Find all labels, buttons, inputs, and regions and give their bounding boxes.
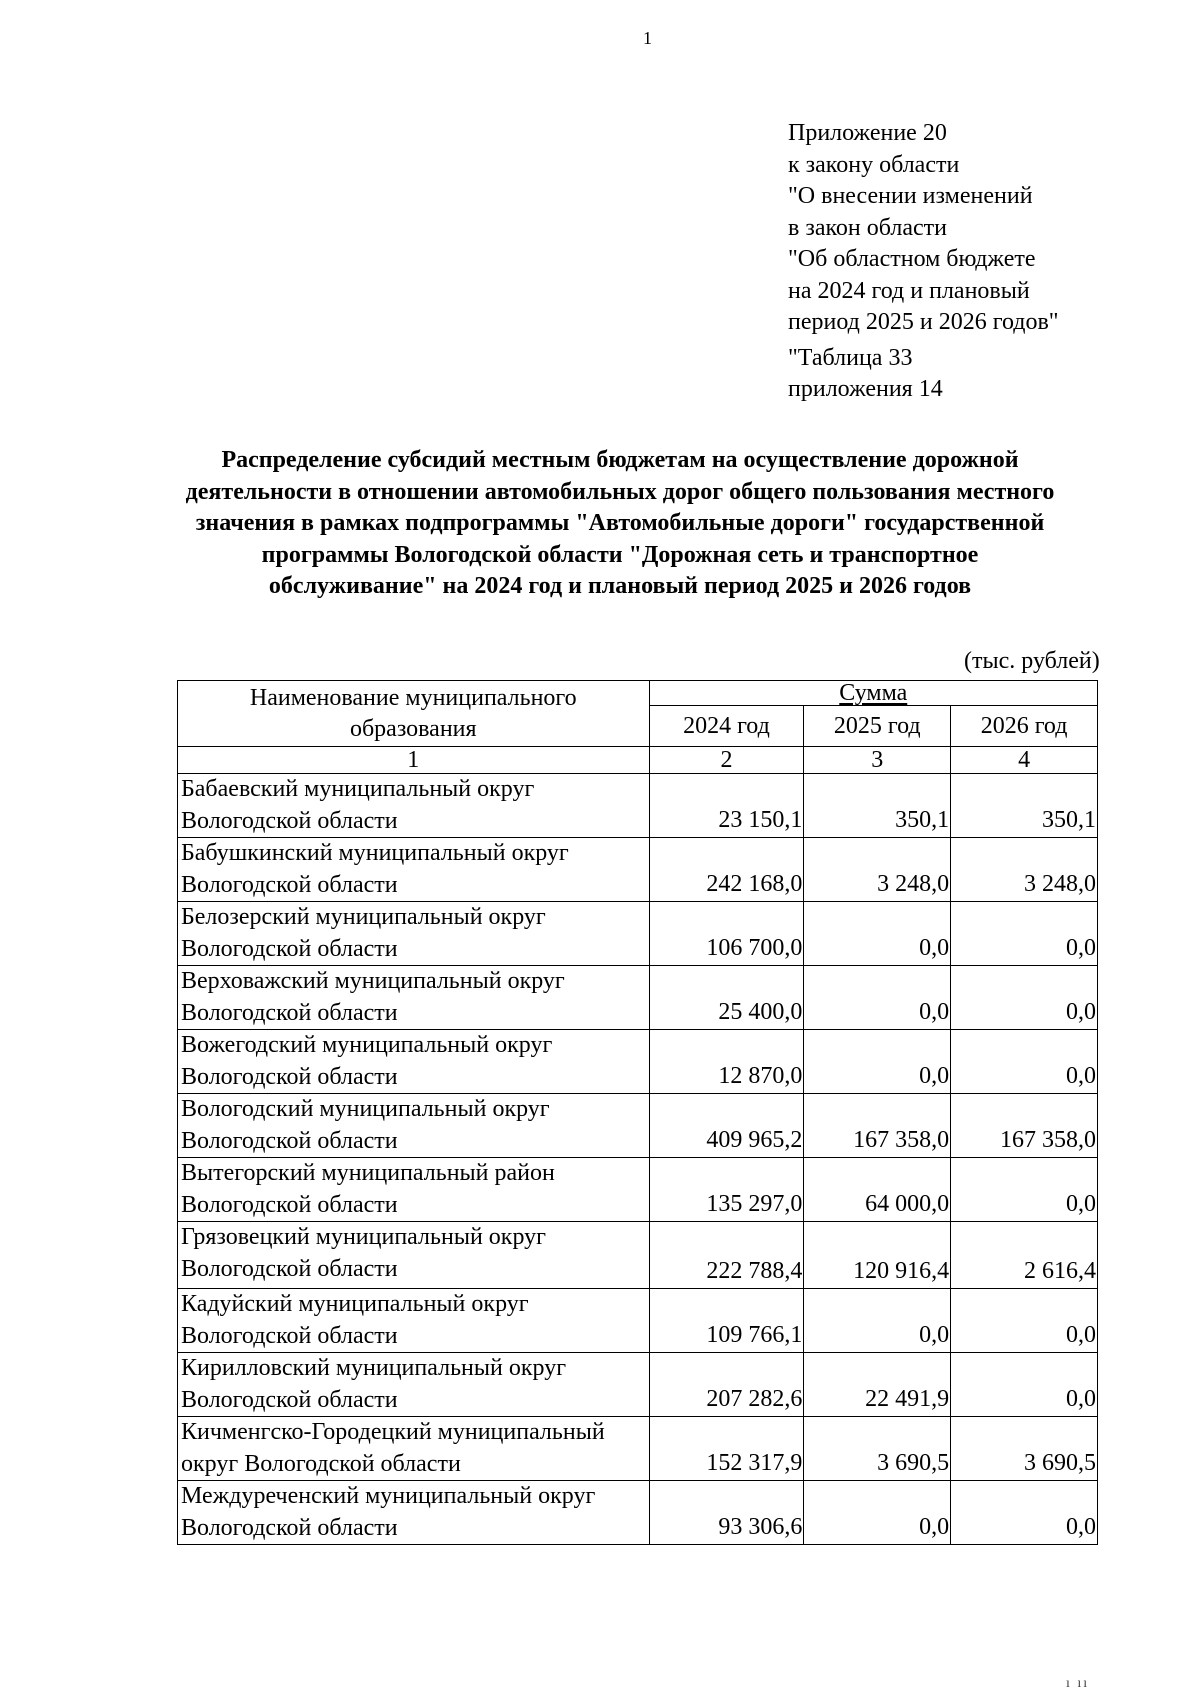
appendix-line: Приложение 20	[788, 120, 947, 146]
value-2025: 64 000,0	[804, 1158, 951, 1222]
municipality-name: Верховажский муниципальный округ Вологодской области	[178, 966, 650, 1030]
municipality-name: Кирилловский муниципальный округ Вологодской области	[178, 1353, 650, 1417]
value-2025: 3 248,0	[804, 838, 951, 902]
appendix-line: в закон области	[788, 214, 947, 241]
header-name-line: образования	[349, 715, 477, 742]
table-row	[178, 1353, 1098, 1417]
appendix-line: период 2025 и 2026 годов"	[788, 309, 1059, 335]
value-2025: 0,0	[804, 1289, 951, 1353]
municipality-name: Белозерский муниципальный округ Вологодской области	[178, 902, 650, 966]
table-row	[178, 1094, 1098, 1158]
title-line: программы Вологодской области "Дорожная сеть и транспортное	[261, 541, 979, 568]
title-line: Распределение субсидий местным бюджетам на осуществление дорожной	[221, 447, 1019, 473]
value-2026: 0,0	[951, 1289, 1098, 1353]
header-name-cell	[178, 681, 650, 747]
value-2025: 22 491,9	[804, 1353, 951, 1417]
municipality-name: Грязовецкий муниципальный округ Вологодской области	[178, 1222, 650, 1289]
column-number: 2	[649, 747, 804, 774]
table-ref-line: приложения 14	[788, 376, 943, 402]
value-2026: 0,0	[951, 1158, 1098, 1222]
value-2025: 120 916,4	[804, 1222, 951, 1289]
value-2026: 0,0	[951, 1481, 1098, 1545]
title-line: деятельности в отношении автомобильных дорог общего пользования местного	[185, 478, 1055, 505]
value-2024: 12 870,0	[649, 1030, 804, 1094]
value-2025: 350,1	[804, 774, 951, 838]
header-row	[178, 681, 1098, 706]
value-2026: 0,0	[951, 902, 1098, 966]
municipality-name: Кичменгско-Городецкий муниципальный округ Вологодской области	[178, 1417, 650, 1481]
value-2024: 207 282,6	[649, 1353, 804, 1417]
value-2024: 409 965,2	[649, 1094, 804, 1158]
value-2025: 0,0	[804, 902, 951, 966]
municipality-name: Вологодский муниципальный округ Вологодской области	[178, 1094, 650, 1158]
document-title	[150, 445, 1090, 603]
header-year-2024: 2024 год	[649, 706, 804, 747]
header-sum-cell: Сумма	[649, 681, 1097, 706]
value-2024: 152 317,9	[649, 1417, 804, 1481]
column-number: 3	[804, 747, 951, 774]
value-2024: 25 400,0	[649, 966, 804, 1030]
value-2026: 3 248,0	[951, 838, 1098, 902]
table-row	[178, 1158, 1098, 1222]
value-2025: 0,0	[804, 1481, 951, 1545]
value-2026: 350,1	[951, 774, 1098, 838]
page-number: 1	[643, 28, 652, 48]
municipality-name: Междуреченский муниципальный округ Вологодской области	[178, 1481, 650, 1545]
table-row	[178, 1289, 1098, 1353]
header-year-2025: 2025 год	[804, 706, 951, 747]
municipality-name: Кадуйский муниципальный округ Вологодской области	[178, 1289, 650, 1353]
table-row	[178, 1030, 1098, 1094]
units-label: (тыс. рублей)	[964, 648, 1100, 674]
table-ref-line: "Таблица 33	[788, 344, 913, 371]
value-2024: 106 700,0	[649, 902, 804, 966]
scan-edge-mark: ı ıı	[1066, 1676, 1090, 1691]
table-row	[178, 1417, 1098, 1481]
value-2026: 0,0	[951, 1353, 1098, 1417]
value-2024: 109 766,1	[649, 1289, 804, 1353]
title-line: значения в рамках подпрограммы "Автомобильные дороги" государственной	[195, 510, 1045, 536]
table-row	[178, 1222, 1098, 1289]
appendix-line: "О внесении изменений	[788, 183, 1033, 209]
municipality-name: Вожегодский муниципальный округ Вологодской области	[178, 1030, 650, 1094]
municipality-name: Бабаевский муниципальный округ Вологодской области	[178, 774, 650, 838]
table-row	[178, 902, 1098, 966]
table-row	[178, 838, 1098, 902]
value-2026: 0,0	[951, 1030, 1098, 1094]
value-2024: 135 297,0	[649, 1158, 804, 1222]
municipality-name: Вытегорский муниципальный район Вологодской области	[178, 1158, 650, 1222]
subsidy-table	[177, 680, 1098, 1545]
value-2025: 0,0	[804, 1030, 951, 1094]
value-2025: 0,0	[804, 966, 951, 1030]
header-name-line: Наименование муниципального	[249, 684, 577, 711]
value-2024: 93 306,6	[649, 1481, 804, 1545]
value-2026: 3 690,5	[951, 1417, 1098, 1481]
value-2026: 2 616,4	[951, 1222, 1098, 1289]
table-row	[178, 774, 1098, 838]
value-2025: 3 690,5	[804, 1417, 951, 1481]
value-2026: 0,0	[951, 966, 1098, 1030]
municipality-name: Бабушкинский муниципальный округ Вологодской области	[178, 838, 650, 902]
table-row	[178, 966, 1098, 1030]
appendix-line: "Об областном бюджете	[788, 246, 1036, 272]
appendix-block	[788, 118, 1059, 406]
column-number: 4	[951, 747, 1098, 774]
value-2026: 167 358,0	[951, 1094, 1098, 1158]
appendix-line: к закону области	[788, 151, 960, 178]
value-2025: 167 358,0	[804, 1094, 951, 1158]
value-2024: 222 788,4	[649, 1222, 804, 1289]
value-2024: 23 150,1	[649, 774, 804, 838]
title-line: обслуживание" на 2024 год и плановый период 2025 и 2026 годов	[268, 573, 972, 599]
column-number: 1	[178, 747, 650, 774]
column-number-row	[178, 747, 1098, 774]
header-year-2026: 2026 год	[951, 706, 1098, 747]
appendix-line: на 2024 год и плановый	[788, 277, 1030, 304]
table-row	[178, 1481, 1098, 1545]
value-2024: 242 168,0	[649, 838, 804, 902]
